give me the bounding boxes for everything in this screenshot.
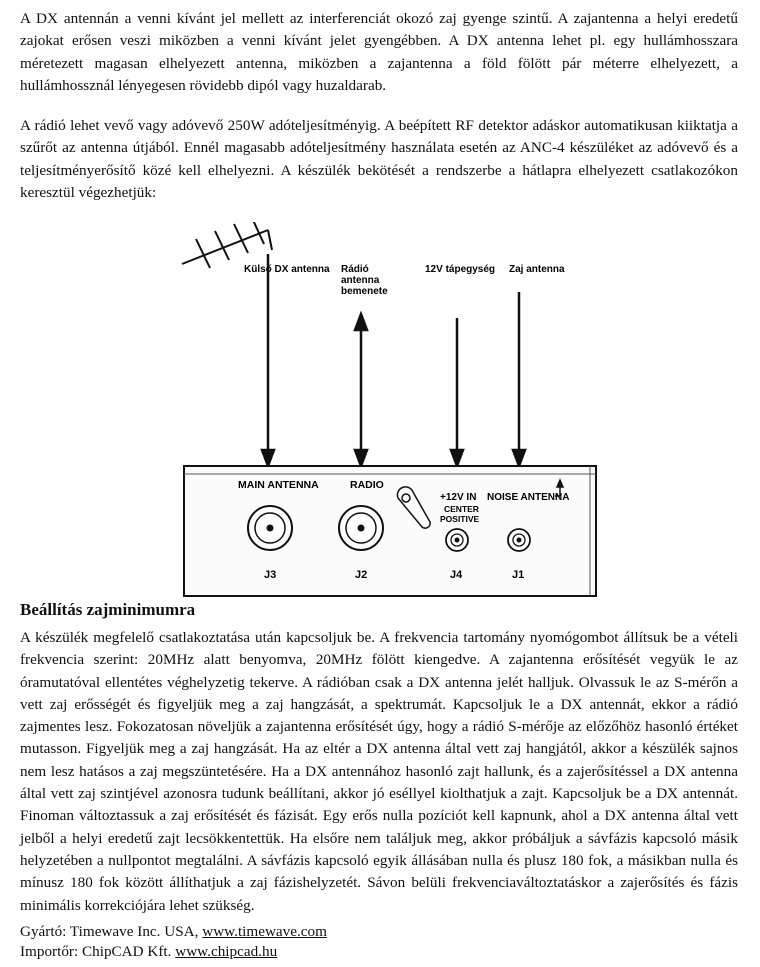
- label-radio-input-3: bemenete: [341, 286, 388, 297]
- importer-link[interactable]: www.chipcad.hu: [175, 943, 278, 960]
- panel-label-center: CENTER: [444, 504, 479, 514]
- panel-label-main-antenna: MAIN ANTENNA: [238, 479, 319, 491]
- section-heading: Beállítás zajminimumra: [20, 600, 196, 619]
- setup-paragraph: A készülék megfelelő csatlakoztatása után kapcsoljuk be. A frekvencia tartomány nyomógombot állítsuk be a vételi frekvencia szerint: 20MHz alatt benyomva, 20MHz fölött kiengedve. A zajantenna erősítését vegyük le az óramutatóval ellentétes véghelyzetig tekerve. A rádióban csak a DX antenna jelét halljuk. Olvassuk le az S-mérőn a vett zaj erősségét és figyeljük meg a zaj hangzását, a spektrumát. Kapcsoljuk le a DX antennát, ekkor a rádió zajmentes lesz. Fokozatosan növeljük a zajantenna erősítését úgy, hogy a rádió S-mérője az előzőhöz hasonló értéket mutasson. Figyeljük meg a zaj hangzását. Ha az eltér a DX antenna által vett zaj hangjától, akkor a készülék sajnos nem lesz hatásos a zaj megszüntetésére. Ha a DX antennához hasonló zajt hallunk, és a zajerősítéssel a DX antenna által vett zaj szintjével azonosra tudunk beállítani, akkor jó eséllyel kiolthatjuk a zajt. Kapcsoljuk be a DX antennát. Finoman változtassuk a zaj erősítését és fázisát. Egy erős nulla pozíciót kell kapnunk, ahol a DX antenna által vett jelből a helyi eredetű zajt lecsökkentettük. Ha elsőre nem találjuk meg, akkor próbáljuk a sávfázis kapcsoló másik helyzetében a nullpontot megtalálni. A sávfázis kapcsoló egyik állásában nulla és plusz 180 fok, a másikban nulla és mínusz 180 fok között állíthatjuk a zaj fázishelyzetét. Sávon belüli frekvenciaváltoztatáskor a zajerősítés és fázis minimális korrekciójára lehet szükség.: [20, 629, 738, 914]
- connection-diagram: [0, 222, 760, 602]
- intro-paragraph-1: A DX antennán a venni kívánt jel mellett az interferenciát okozó zaj gyenge szintű. A zajantenna a helyi eredetű zajokat erősen veszi miközben a venni kívánt jelet gyengébben. A DX antenna lehet pl. egy hullámhosszara méretezett magasan elhelyezett antenna, miközben a zajantenna a föld fölött pár méterre elhelyezett, a hullámhossznál lényegesen rövidebb dipól vagy huzaldarab.: [20, 10, 738, 94]
- panel-label-12v-in: +12V IN: [440, 492, 477, 503]
- label-radio-input-1: Rádió: [341, 264, 369, 275]
- jack-j2-radio-icon: [339, 506, 383, 550]
- intro-paragraph-2: A rádió lehet vevő vagy adóvevő 250W adóteljesítményig. A beépített RF detektor adáskor automatikusan kiiktatja a szűrőt az antenna útjából. Ennél magasabb adóteljesítmény használata esetén az ANC-4 készüléket az adóvevő és a teljesítményerősítő közé kell elhelyezni. A készülék bekötését a rendszerbe a hátlapra elhelyezett csatlakozókon keresztül végezhetjük:: [20, 117, 738, 201]
- label-12v-supply: 12V tápegység: [425, 264, 496, 275]
- arrow-down-icon: [451, 450, 463, 466]
- jack-j4-power-icon: [446, 529, 468, 551]
- manufacturer-link[interactable]: www.timewave.com: [202, 923, 327, 940]
- panel-label-noise-antenna: NOISE ANTENNA: [487, 492, 570, 503]
- jack-label-j3: J3: [264, 569, 277, 581]
- yagi-antenna-icon: [182, 222, 272, 268]
- label-noise-antenna: Zaj antenna: [509, 264, 565, 275]
- arrow-down-icon: [513, 450, 525, 466]
- arrow-down-icon: [262, 450, 274, 466]
- label-radio-input-2: antenna: [341, 275, 380, 286]
- jack-label-j2: J2: [355, 569, 368, 581]
- panel-label-positive: POSITIVE: [440, 514, 480, 524]
- importer-line: [20, 942, 277, 962]
- jack-label-j4: J4: [450, 569, 463, 581]
- jack-j3-main-antenna-icon: [248, 506, 292, 550]
- jack-j1-noise-antenna-icon: [508, 529, 530, 551]
- importer-label: Importőr: ChipCAD Kft.: [20, 943, 176, 960]
- label-external-dx-antenna: Külső DX antenna: [244, 264, 330, 275]
- manufacturer-label: Gyártó: Timewave Inc. USA,: [20, 923, 203, 940]
- manufacturer-line: [20, 922, 327, 942]
- jack-label-j1: J1: [512, 569, 525, 581]
- arrow-down-icon: [355, 450, 367, 466]
- arrow-up-icon: [355, 314, 367, 330]
- panel-label-radio: RADIO: [350, 479, 384, 491]
